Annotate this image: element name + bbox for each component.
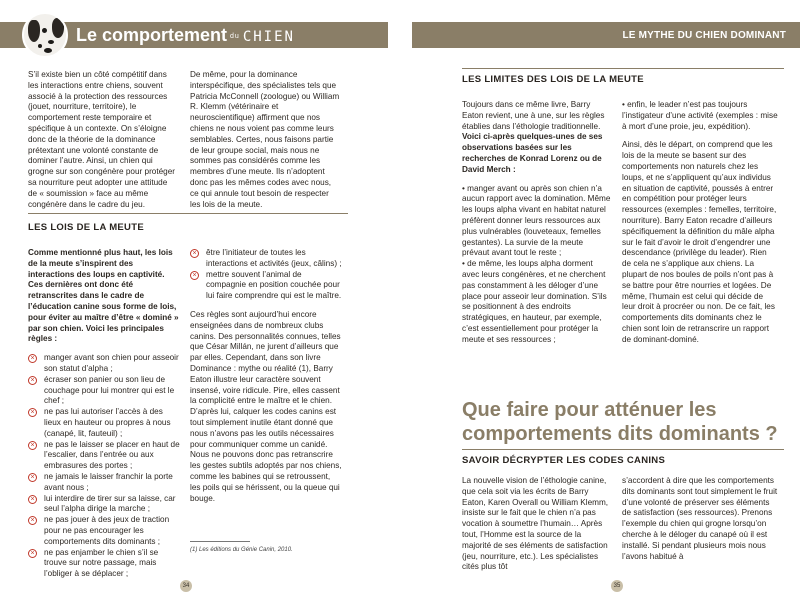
cross-icon: × — [190, 249, 199, 258]
list-item: • de même, les loups alpha dorment avec leurs congénères, et ne cherchent pas constamment à les déloger d’une place pour asseoir leur domination. S’ils se positionnent à des endroits stratégiques, en hauteur, par exemple, c’est essentiellement pour protéger la meute et ses ressources ; — [462, 259, 607, 344]
list-item: × ne pas enjamber le chien s’il se trouve sur notre passage, mais l’obliger à se déplacer ; — [28, 548, 180, 580]
subheading-divider — [462, 449, 784, 450]
list-item: × être l’initiateur de toutes les interactions et activités (jeux, câlins) ; — [190, 248, 342, 270]
list-item: × écraser son panier ou son lieu de couchage pour lui montrer qui est le chef ; — [28, 375, 180, 407]
rules-list-continued — [190, 248, 342, 302]
left-intro-col1: S’il existe bien un côté compétitif dans les interactions entre chiens, souvent associé à la protection des ressources (jouet, nourriture, territoire), le comportement reste temporaire et spécifique à un contexte. On s’éloigne donc de la théorie de la dominance prétextant une volonté constante de dominer l’autre. Ainsi, un chien qui grogne sur son congénère pour protéger sa nourriture peut adopter une attitude de « soumission » face au même congénère dans le cadre du jeu. — [28, 70, 176, 209]
right-col2 — [622, 100, 778, 354]
list-item: × manger avant son chien pour asseoir son statut d’alpha ; — [28, 353, 180, 375]
right-page-title: LE MYTHE DU CHIEN DOMINANT — [622, 30, 786, 41]
dalmatian-logo-icon — [22, 12, 68, 58]
list-item: × mettre souvent l’animal de compagnie en position couchée pour lui faire comprendre qui est le maître. — [190, 270, 342, 302]
footnote: (1) Les éditions du Génie Canin, 2010. — [190, 547, 293, 553]
list-item: × ne pas le laisser se placer en haut de l’escalier, dans l’entrée ou aux embrasures des portes ; — [28, 440, 180, 472]
page-number-left: 34 — [180, 580, 192, 592]
list-item: × ne pas lui autoriser l’accès à des lieux en hauteur ou propres à nous (canapé, lit, fauteuil) ; — [28, 407, 180, 439]
cross-icon: × — [28, 376, 37, 385]
rules-list — [28, 353, 180, 580]
right-section-heading: LES LIMITES DES LOIS DE LA MEUTE — [462, 74, 644, 85]
cross-icon: × — [28, 408, 37, 417]
cross-icon: × — [28, 495, 37, 504]
subheading: SAVOIR DÉCRYPTER LES CODES CANINS — [462, 455, 666, 466]
cross-icon: × — [28, 516, 37, 525]
page-number-right: 35 — [611, 580, 623, 592]
cross-icon: × — [28, 354, 37, 363]
list-item: • manger avant ou après son chien n’a aucun rapport avec la domination. Même les loups alpha vivant en habitat naturel préfèrent donner leurs ressources aux plus vulnérables (louveteaux, femelles gestantes). La survie de la meute prévaut avant tout le reste ; — [462, 183, 611, 258]
left-bold-intro: Comme mentionné plus haut, les lois de la meute s’inspirent des interactions des loups en captivité. Ces dernières ont donc été retranscrites dans le cadre de l’éducation canine sous forme de lois, pour éviter au maître d’être « dominé » par son chien. Voici les principales règles : — [28, 248, 179, 344]
cross-icon: × — [28, 473, 37, 482]
list-item: × ne pas jouer à des jeux de traction pour ne pas encourager les comportements dits dominants ; — [28, 515, 180, 547]
right-body-col2: Ainsi, dès le départ, on comprend que les lois de la meute se basent sur des comportements non naturels chez les loups, et ne s’appliquent qu’aux individus en situation de captivité, poussés à entrer en compétition pour protéger leurs ressources (exemples : femelles, territoire, nourriture). Barry Eaton recadre d’ailleurs spécifiquement la définition du mâle alpha sur le fait d’avoir le droit d’engendrer une descendance (privilège du leader). Rien de cela ne s’applique aux chiens. La plupart de nos boules de poils n’ont pas à se battre pour être nourries et logées. De même, l’humain est celui qui décide de leur droit à procréer ou non. De ce fait, les comportements dits dominants chez le chien sont loin de retranscrire un rapport de dominant-dominé. — [622, 140, 777, 344]
left-body-col2: Ces règles sont aujourd’hui encore enseignées dans de nombreux clubs canins. Des personnalités connues, telles que César Millán, ne jurent d’ailleurs que par elles. Cependant, dans son livre Dominance : mythe ou réalité (1), Barry Eaton illustre leur caractère souvent insensé, voire ridicule. Pire, elles cassent la complicité entre le maître et le chien. D’après lui, calquer les codes canins est tout simplement inutile étant donné que nous n’avons pas les outils nécessaires pour communiquer comme un canidé. Nous ne pouvons donc pas retranscrire les gestes subtils adoptés par nos chiens, comme les babines qui se retroussent, les poils qui se hérissent, ou la queue qui bouge. — [190, 309, 342, 503]
left-page-title: Le comportement du CHIEN — [76, 25, 295, 45]
cross-icon: × — [28, 549, 37, 558]
left-rules-col2 — [190, 248, 342, 512]
cross-icon: × — [28, 441, 37, 450]
left-section-heading: LES LOIS DE LA MEUTE — [28, 222, 144, 233]
left-intro-col2: De même, pour la dominance interspécifique, des spécialistes tels que Patricia McConnell (zoologue) ou William R. Klemm (vétérinaire et neuroscientifique) affirment que nos chiens ne nous voient pas comme leurs semblables. Certes, nous faisons partie de leur groupe social, mais nous ne sommes pas considérés comme les membres d’une meute. Ils n’adoptent donc pas les mêmes codes avec nous, ce qui annule tout besoin de respecter les lois de la meute. — [190, 70, 340, 209]
right-bottom-col2: s’accordent à dire que les comportements dits dominants sont tout simplement le fruit d’une volonté de préserver ses éléments de satisfaction (ses ressources). Prenons l’exemple du chien qui grogne lorsqu’on cherche à le déloger du canapé où il est installé. Si pendant plusieurs mois nous l’avons habitué à — [622, 476, 778, 561]
right-section-divider — [462, 68, 784, 69]
right-col1: Toujours dans ce même livre, Barry Eaton revient, une à une, sur les règles établies dans l’éthologie traditionnelle. Voici ci-après quelques-unes de ses observations basées sur les recherches de Konrad Lorenz ou de David Merch : • manger avant ou après son chien n’a aucun rapport avec la domination. Même les loups alpha vivant en habitat naturel préfèrent donner leurs ressources aux plus vulnérables (louveteaux, femelles gestantes). La survie de la meute prévaut avant tout le reste ; • de même, les loups alpha dorment avec leurs congénères, et ne cherchent pas constamment à les déloger d’une place pour asseoir leur domination. S’ils se positionnent à des endroits stratégiques, en hauteur, par exemple, c’est essentiellement pour protéger la meute et ses ressources ; — [462, 100, 611, 344]
list-item: • enfin, le leader n’est pas toujours l’instigateur d’une activité (exemples : mise à mort d’une proie, jeu, expédition). — [622, 100, 778, 131]
cross-icon: × — [190, 271, 199, 280]
right-bottom-col1: La nouvelle vision de l’éthologie canine, que cela soit via les écrits de Barry Eaton, Karen Overall ou William Klemm, insiste sur le fait que le chien n’a pas vocation à soumettre l’humain… Après tout, l’Homme est la source de la majorité de ses éléments de satisfaction (jeu, nourriture, etc.). Les spécialistes cités plus tôt — [462, 476, 609, 572]
left-rules-col1 — [28, 248, 180, 580]
footnote-rule — [190, 541, 250, 542]
chapter-title: Que faire pour atténuer les comportements dits dominants ? — [462, 399, 778, 445]
list-item: × ne jamais le laisser franchir la porte avant nous ; — [28, 472, 180, 494]
list-item: × lui interdire de tirer sur sa laisse, car seul l’alpha dirige la marche ; — [28, 494, 180, 516]
left-section-divider — [28, 213, 348, 214]
